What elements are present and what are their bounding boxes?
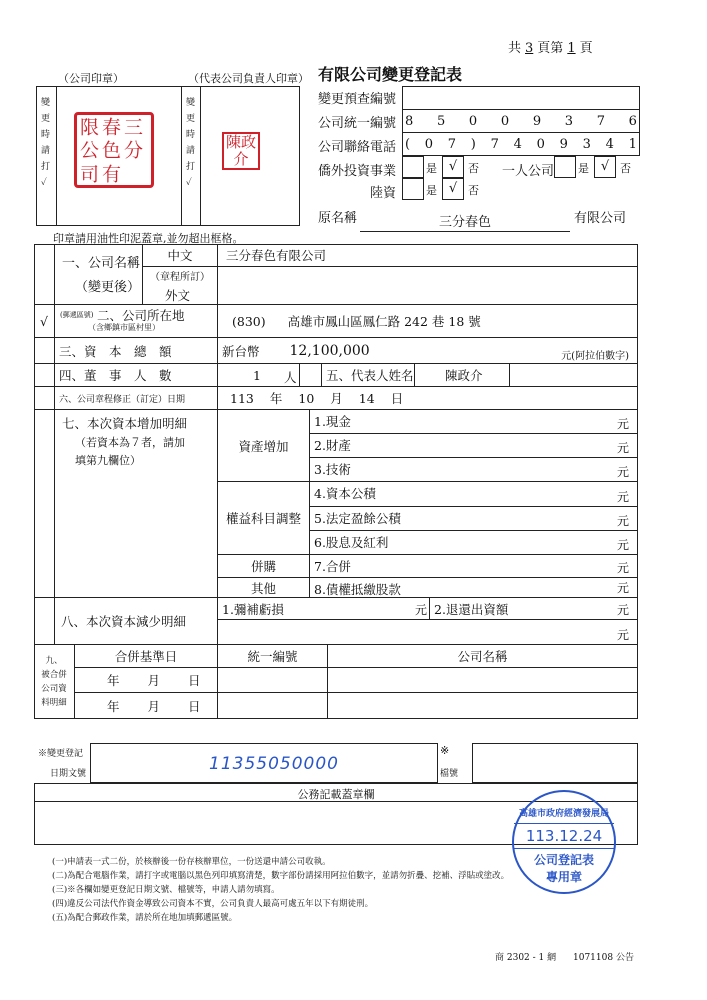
- item-label: 8.債權抵繳股款: [314, 582, 401, 597]
- item-label: 2.財產: [314, 438, 351, 453]
- yuan-unit: 元: [616, 581, 629, 595]
- ubn-digit: 0: [500, 113, 510, 129]
- change-check-cell[interactable]: [34, 598, 55, 645]
- ubn-digit: 9: [532, 113, 542, 129]
- original-name-suffix: 有限公司: [574, 211, 627, 226]
- capital-increase-item[interactable]: [310, 555, 638, 578]
- official-registration-stamp: [512, 790, 616, 894]
- total-pages: 3: [525, 41, 534, 56]
- zh-name-field[interactable]: 三分春色有限公司: [218, 244, 638, 267]
- zip-prefix: (郵遞區號): [60, 311, 94, 319]
- address-sub: （含鄉鎮市區村里）: [88, 323, 160, 332]
- no-label: 否: [468, 184, 479, 197]
- mainland-label: 陸資: [370, 186, 397, 201]
- no-label: 否: [620, 162, 631, 175]
- overseas-no-checkbox[interactable]: √: [442, 156, 464, 178]
- representative-seal-stamp: 陳政介: [222, 132, 260, 170]
- address-value: 高雄市鳳山區鳳仁路 242 巷 18 號: [287, 314, 481, 329]
- ubn-label: 公司統一編號: [318, 116, 397, 131]
- overseas-yes-checkbox[interactable]: [402, 156, 424, 178]
- overseas-label: 僑外投資事業: [318, 164, 397, 179]
- yes-label: 是: [426, 184, 437, 197]
- bylaws-date-label: 六、公司章程修正（訂定）日期: [55, 387, 218, 410]
- ubn-field[interactable]: [402, 109, 640, 133]
- change-mark-note: 變更時請打✓: [186, 98, 196, 188]
- stamp-date: 113.12.24: [514, 823, 614, 849]
- doc-label: ※變更登記: [38, 749, 84, 759]
- date-unit: 月: [147, 673, 161, 688]
- note-item: (二)為配合電腦作業，請打字或電腦以黑色列印填寫清楚，數字部份請採用阿拉伯數字，並請勿折疊、挖補、浮貼或塗改。: [52, 871, 510, 881]
- ubn-digit: 7: [596, 113, 605, 129]
- ubn-digit: 0: [468, 113, 478, 129]
- merger-date-field[interactable]: [75, 668, 218, 693]
- blank-cell: [300, 364, 322, 387]
- merger-date-header: 合併基準日: [75, 645, 218, 668]
- prereview-field[interactable]: [402, 86, 640, 110]
- decrease-item-2[interactable]: [430, 598, 638, 620]
- date-month: 10: [298, 390, 315, 406]
- no-label: 否: [468, 162, 479, 175]
- yuan-unit: 元: [616, 490, 629, 504]
- yuan-unit: 元: [616, 538, 629, 552]
- company-seal-label: （公司印章）: [58, 72, 124, 85]
- phone-digit: 4: [513, 136, 522, 152]
- change-mark-note: 變更時請打✓: [41, 98, 51, 188]
- current-page: 1: [567, 41, 576, 56]
- stamp-text: 公司登記表: [533, 853, 594, 867]
- one-person-label: 一人公司: [502, 164, 555, 179]
- merger-date-field[interactable]: [75, 693, 218, 719]
- rep-seal-label: （代表公司負責人印章）: [188, 72, 309, 85]
- capital-value: 12,100,000: [289, 342, 370, 359]
- label-line: 公司資: [41, 683, 67, 694]
- yuan-unit: 元: [616, 465, 629, 479]
- yuan-unit: 元: [616, 514, 629, 528]
- date-day-unit: 日: [390, 391, 404, 406]
- note-item: (三)※各欄如變更登記日期文號、檔號等，申請人請勿填寫。: [52, 885, 280, 895]
- bylaws-label: （章程所訂）: [150, 272, 210, 283]
- text: 共: [508, 41, 522, 56]
- stamp-agency: 高雄市政府經濟發展局: [518, 809, 609, 819]
- company-name-sub: （變更後）: [75, 280, 141, 295]
- merger-company-field[interactable]: [328, 693, 638, 719]
- stamp-text: 專用章: [545, 870, 582, 884]
- merger-ubn-field[interactable]: [218, 693, 328, 719]
- phone-digit: 3: [582, 136, 591, 152]
- yes-label: 是: [578, 162, 589, 175]
- official-header: 公務記載蓋章欄: [297, 788, 375, 801]
- form-number: 商 2302 - 1 網: [495, 953, 557, 963]
- blank-cell: [510, 364, 638, 387]
- category-assets: 資產增加: [218, 410, 310, 482]
- yuan-unit: 元: [414, 603, 427, 617]
- capital-increase-item[interactable]: [310, 458, 638, 482]
- company-name-header: 公司名稱: [328, 645, 638, 668]
- capital-increase-item[interactable]: [310, 531, 638, 555]
- label-line: 被合併: [41, 669, 67, 680]
- capital-field[interactable]: [218, 338, 638, 364]
- notes: [52, 855, 509, 925]
- capital-decrease-label: 八、本次資本減少明細: [55, 598, 218, 645]
- change-check-cell[interactable]: √: [34, 305, 55, 338]
- change-check-cell[interactable]: [34, 387, 55, 410]
- capital-increase-item[interactable]: [310, 482, 638, 507]
- phone-field[interactable]: [402, 132, 640, 156]
- date-month-unit: 月: [330, 391, 343, 406]
- divider: [181, 86, 182, 226]
- directors-label: 四、董 事 人 數: [55, 364, 218, 387]
- form-title: 有限公司變更登記表: [318, 65, 463, 84]
- item-label: 2.退還出資額: [434, 601, 509, 617]
- merger-detail-label: [34, 645, 75, 719]
- date-unit: 日: [188, 673, 201, 688]
- phone-digit: 9: [559, 136, 568, 152]
- doc-label: 日期文號: [50, 769, 87, 779]
- item-label: 1.彌補虧損: [222, 601, 284, 617]
- capital-increase-label: 七、本次資本增加明細: [62, 416, 188, 431]
- date-unit: 日: [188, 698, 201, 714]
- capital-increase-sub: （若資本為７者，請加: [75, 436, 185, 449]
- file-mark: ※: [440, 744, 450, 757]
- date-unit: 年: [107, 698, 120, 714]
- representative-field[interactable]: 陳政介: [415, 364, 510, 387]
- foreign-label: 外文: [165, 288, 191, 303]
- foreign-name-field[interactable]: [218, 267, 638, 305]
- ubn-digit: 8: [405, 113, 414, 129]
- change-check-cell[interactable]: [34, 364, 55, 387]
- category-merger: 併購: [218, 555, 310, 578]
- mainland-yes-checkbox[interactable]: [402, 178, 424, 200]
- phone-digit: (: [405, 136, 411, 152]
- yuan-unit: 元: [616, 603, 629, 617]
- label-line: 料明細: [41, 697, 67, 708]
- item-label: 7.合併: [314, 559, 351, 574]
- phone-digit: 7: [447, 136, 457, 152]
- bylaws-date-field[interactable]: [218, 387, 638, 410]
- currency-label: 新台幣: [222, 343, 260, 359]
- ubn-digit: 5: [436, 113, 446, 129]
- change-check-cell[interactable]: [34, 410, 55, 598]
- date-day: 14: [358, 390, 375, 406]
- text: 頁: [579, 41, 593, 56]
- label-line: 九、: [45, 655, 63, 666]
- seal-note: 印章請用油性印泥蓋章,並勿超出框格。: [53, 232, 244, 245]
- item-label: 1.現金: [314, 414, 351, 429]
- phone-label: 公司聯絡電話: [318, 140, 397, 155]
- capital-increase-item[interactable]: [310, 434, 638, 458]
- doc-number-field[interactable]: [90, 743, 438, 783]
- announcement-number: 1071108 公告: [573, 953, 634, 963]
- note-item: (四)違反公司法代作資金導致公司資本不實，公司負責人最高可處五年以下有期徒刑。: [52, 899, 374, 909]
- item-label: 5.法定盈餘公積: [314, 511, 401, 526]
- phone-digit: 4: [605, 136, 614, 152]
- divider: [200, 86, 201, 226]
- file-label: 檔號: [440, 769, 459, 779]
- company-name-label: 一、公司名稱: [62, 256, 141, 271]
- person-unit: 人: [284, 370, 297, 385]
- doc-number-value: 11355050000: [209, 754, 339, 774]
- one-person-no-checkbox[interactable]: √: [594, 156, 616, 178]
- file-number-field[interactable]: [472, 743, 638, 783]
- capital-increase-item[interactable]: [310, 507, 638, 531]
- yuan-unit: 元: [616, 441, 629, 455]
- date-unit: 年: [107, 673, 120, 688]
- capital-unit: 元(阿拉伯數字): [561, 351, 629, 362]
- ubn-digit: 3: [564, 113, 574, 129]
- original-name-label: 原名稱: [318, 211, 358, 226]
- item-label: 6.股息及紅利: [314, 535, 389, 550]
- page-counter: [508, 37, 593, 56]
- divider: [56, 86, 57, 226]
- item-label: 3.技術: [314, 462, 351, 477]
- item-label: 4.資本公積: [314, 486, 376, 501]
- representative-label: 五、代表人姓名: [322, 364, 415, 387]
- change-check-cell[interactable]: [34, 338, 55, 364]
- address-field[interactable]: [218, 305, 638, 338]
- category-other: 其他: [218, 578, 310, 598]
- date-unit: 月: [147, 698, 161, 714]
- date-year: 113: [230, 390, 254, 406]
- merger-company-field[interactable]: [328, 668, 638, 693]
- capital-increase-sub: 填第九欄位）: [75, 454, 141, 467]
- original-name-field[interactable]: 三分春色: [360, 211, 570, 232]
- change-check-cell[interactable]: [34, 244, 55, 305]
- note-item: (一)申請表一式二份，於核辦後一份存核辦單位，一份送還申請公司收執。: [52, 857, 331, 867]
- ubn-digit: 6: [628, 113, 637, 129]
- phone-digit: 0: [424, 136, 434, 152]
- zip-code: (830): [232, 313, 266, 329]
- company-seal-stamp: 三 分 春 色 有 限 公 司: [74, 112, 154, 188]
- phone-digit: 1: [628, 136, 637, 152]
- address-label: 二、公司所在地: [97, 308, 185, 323]
- note-item: (五)為配合郵政作業，請於所在地加填郵遞區號。: [52, 913, 238, 923]
- phone-digit: ): [470, 136, 476, 152]
- decrease-total[interactable]: [218, 620, 638, 645]
- capital-label: 三、資 本 總 額: [55, 338, 218, 364]
- date-year-unit: 年: [269, 391, 283, 406]
- merger-ubn-field[interactable]: [218, 668, 328, 693]
- ubn-header: 統一編號: [218, 645, 328, 668]
- capital-increase-item[interactable]: [310, 578, 638, 598]
- phone-digit: 7: [490, 136, 499, 152]
- one-person-yes-checkbox[interactable]: [554, 156, 576, 178]
- capital-increase-item[interactable]: [310, 410, 638, 434]
- yuan-unit: 元: [616, 561, 629, 575]
- yes-label: 是: [426, 162, 437, 175]
- zh-label: 中文: [143, 244, 218, 267]
- decrease-item-1[interactable]: [218, 598, 430, 620]
- yuan-unit: 元: [616, 628, 629, 642]
- phone-digit: 0: [536, 136, 545, 152]
- prereview-label: 變更預查編號: [318, 92, 397, 107]
- yuan-unit: 元: [616, 417, 629, 431]
- mainland-no-checkbox[interactable]: √: [442, 178, 464, 200]
- category-equity: 權益科目調整: [218, 482, 310, 555]
- text: 頁第: [537, 41, 564, 56]
- directors-value: 1: [253, 368, 261, 383]
